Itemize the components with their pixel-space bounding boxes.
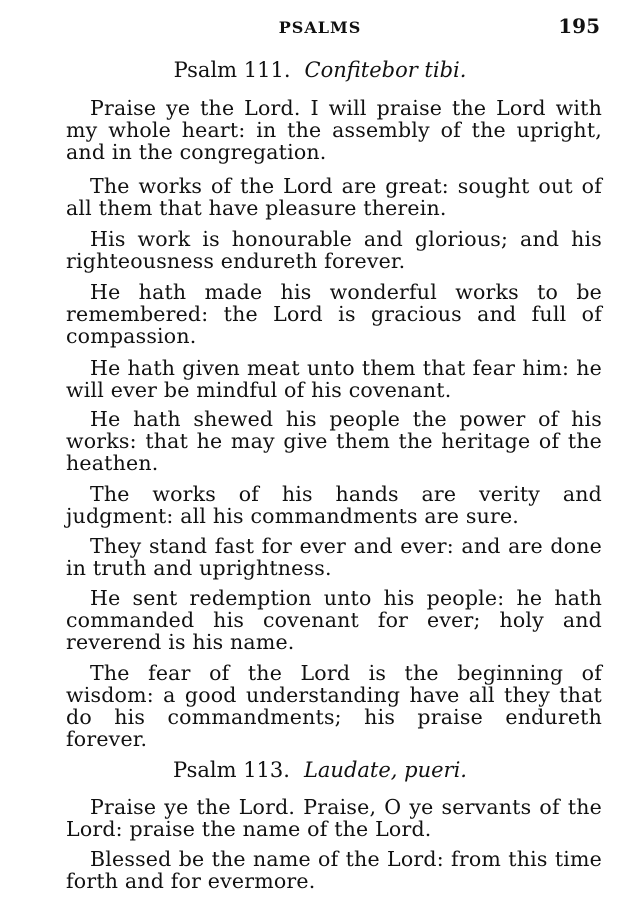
psalm-111-verse-5: He hath given meat unto them that fear him: he will ever be mindful of his covenant. <box>66 356 602 402</box>
psalm-111-verse-6: He hath shewed his people the power of his works: that he may give them the heritage of the heathen. <box>66 407 602 475</box>
psalm-111-verse-9: He sent redemption unto his people: he hath commanded his covenant for ever; holy and reverend is his name. <box>66 586 602 654</box>
psalm-111-verse-3: His work is honourable and glorious; and his righteousness endureth forever. <box>66 227 602 273</box>
running-head <box>0 12 640 40</box>
running-title: PSALMS <box>278 18 362 37</box>
psalm-113-number: Psalm 113. <box>173 758 290 782</box>
psalm-111-number: Psalm 111. <box>173 58 291 82</box>
psalm-111-verse-7: The works of his hands are verity and judgment: all his commandments are sure. <box>66 482 602 528</box>
psalm-111-verse-8: They stand fast for ever and ever: and are done in truth and uprightness. <box>66 534 602 580</box>
psalm-111-verse-1: Praise ye the Lord. I will praise the Lord with my whole heart: in the assembly of the upright, and in the congregation. <box>66 96 602 164</box>
psalm-111-heading <box>0 58 640 82</box>
psalm-111-latin-title: Confitebor tibi. <box>304 58 467 82</box>
psalm-113-heading <box>0 758 640 782</box>
psalm-113-latin-title: Laudate, pueri. <box>303 758 467 782</box>
psalm-113-verse-1: Praise ye the Lord. Praise, O ye servants of the Lord: praise the name of the Lord. <box>66 795 602 841</box>
page-number: 195 <box>558 14 600 38</box>
psalm-111-verse-4: He hath made his wonderful works to be remembered: the Lord is gracious and full of compassion. <box>66 280 602 348</box>
psalm-111-verse-10: The fear of the Lord is the beginning of wisdom: a good understanding have all they that do his commandments; his praise endureth forever. <box>66 661 602 751</box>
psalm-113-verse-2: Blessed be the name of the Lord: from this time forth and for evermore. <box>66 847 602 893</box>
psalm-111-verse-2: The works of the Lord are great: sought out of all them that have pleasure therein. <box>66 174 602 220</box>
